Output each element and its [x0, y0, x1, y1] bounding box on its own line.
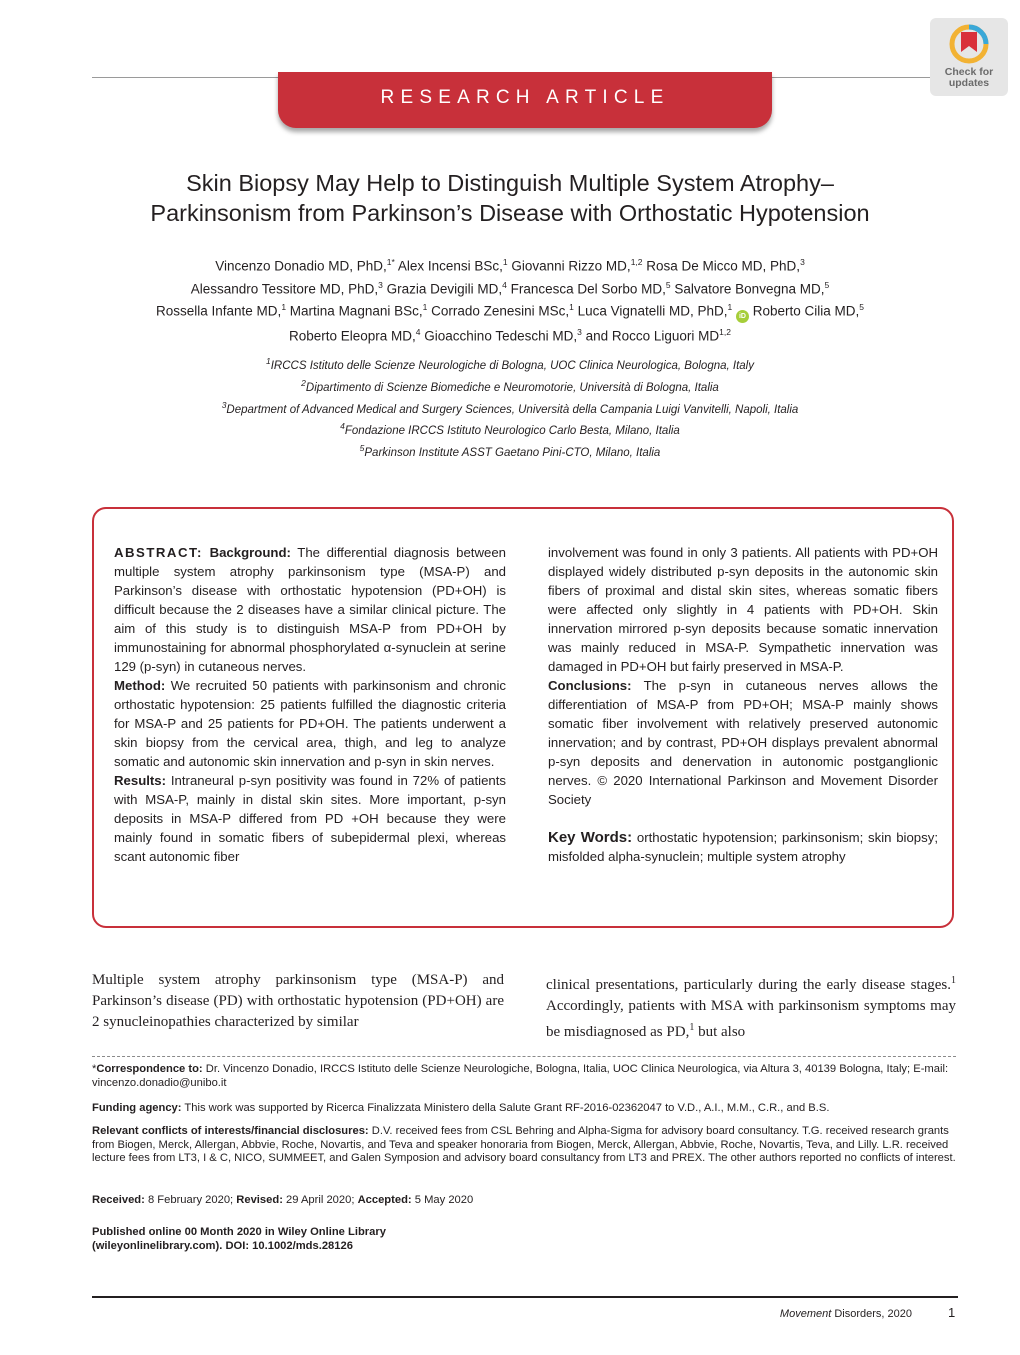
footer-rule	[92, 1296, 958, 1298]
author-name: Alessandro Tessitore MD, PhD,	[190, 281, 379, 296]
author-sup: 1*	[386, 257, 395, 267]
method-label: Method:	[114, 678, 166, 693]
author-name: Francesca Del Sorbo MD,	[506, 281, 666, 296]
published-line-2[interactable]: (wileyonlinelibrary.com). DOI: 10.1002/mds.28126	[92, 1239, 353, 1252]
author-name: Rosa De Micco MD, PhD,	[642, 258, 801, 274]
bookmark-ring-icon	[948, 22, 990, 66]
author-sup: 3	[378, 279, 383, 290]
conflicts-note	[92, 1125, 958, 1166]
author-sup: 1,2	[719, 326, 731, 337]
author-name: Rossella Infante MD,	[156, 303, 282, 319]
affiliation	[60, 397, 960, 419]
conflicts-text: D.V. received fees from CSL Behring and Alpha-Sigma for advisory board consultancy. T.G. received research grants from Biogen, Merck, Allergan, Abbvie, Roche, Novartis, and Teva and speaker honoraria from Biogen, Merck, Allergan, Abbvie, Roche, Novartis, Teva, and Lilly. L.R. received lecture fees from LT3, I & C, NICO, SUMMEET, and Galen Symposion and advisory board consultancy from LT3 and PREX. The other authors reported no conflicts of interest.	[92, 1125, 956, 1164]
abstract-left-column	[114, 543, 506, 866]
author-line-1	[70, 253, 950, 276]
affiliation-text: Parkinson Institute ASST Gaetano Pini-CTO, Milano, Italia	[364, 447, 661, 460]
abstract-label: ABSTRACT:	[114, 545, 203, 560]
conclusions-text: The p-syn in cutaneous nerves allows the differentiation of MSA-P from PD+OH; MSA-P mainly shows somatic fiber involvement with relatively preserved autonomic innervation; and by contrast, PD+OH displays prevalent abnormal p-syn deposits and denervation in autonomic postganglionic nerves. © 2020 International Parkinson and Movement Disorder Society	[548, 678, 938, 807]
affiliation-num: 4	[340, 421, 345, 432]
author-sup: 4	[415, 326, 421, 337]
citation-ref[interactable]: 1	[951, 975, 956, 986]
affiliation-text: Department of Advanced Medical and Surgery Sciences, Università della Campania Luigi Vanvitelli, Napoli, Italia	[226, 403, 799, 416]
author-sup: 1	[502, 257, 508, 267]
published-line-1: Published online 00 Month 2020 in Wiley Online Library	[92, 1226, 386, 1238]
conflicts-label: Relevant conflicts of interests/financial disclosures:	[92, 1125, 369, 1137]
correspondence-note	[92, 1063, 958, 1090]
author-name: Luca Vignatelli MD, PhD,	[573, 303, 728, 319]
author-line-3	[70, 298, 950, 323]
check-for-updates-label: Check for updates	[944, 66, 994, 89]
results-text-right: involvement was found in only 3 patients. All patients with PD+OH displayed widely distributed p-syn deposits in the autonomic skin fibers of proximal and distal skin sites, whereas somatic fibers were affected only slightly in 4 patients with PD+OH. Skin innervation mirrored p-syn deposits because somatic innervation was mainly reduced in MSA-P. Sympathetic innervation was damaged in PD+OH but fairly preserved in MSA-P.	[548, 545, 938, 674]
author-sup: 1	[569, 302, 574, 312]
revised-label: Revised:	[236, 1194, 283, 1206]
journal-name-italic: Movement	[779, 1308, 832, 1320]
author-name: and Rocco Liguori MD	[581, 328, 720, 343]
background-label: Background:	[209, 545, 291, 560]
page-number: 1	[948, 1305, 956, 1320]
body-text: but also	[694, 1024, 746, 1040]
author-name: Roberto Eleopra MD,	[288, 328, 416, 343]
body-right-column	[546, 970, 956, 1043]
affiliation	[60, 440, 960, 462]
accepted-date: 5 May 2020	[411, 1194, 474, 1206]
article-type-label: RESEARCH ARTICLE	[380, 87, 670, 108]
author-name: Giovanni Rizzo MD,	[507, 258, 631, 274]
author-sup: 4	[502, 279, 507, 290]
affiliation-num: 3	[221, 399, 227, 410]
background-text: The differential diagnosis between multiple system atrophy parkinsonism type (MSA-P) and Parkinson’s disease with orthostatic hypotension (PD+OH) is difficult because the 2 diseases have a similar clinical picture. The aim of this study is to distinguish MSA-P from PD+OH by immunostaining for abnormal phosphorylated α-synuclein at serine 129 (p-syn) in cutaneous nerves.	[114, 545, 506, 674]
author-list	[70, 253, 950, 345]
citation-ref[interactable]: 1	[689, 1022, 695, 1033]
accepted-label: Accepted:	[357, 1194, 412, 1206]
affiliation-text: IRCCS Istituto delle Scienze Neurologiche di Bologna, UOC Clinica Neurologica, Bologna, Italy	[270, 359, 754, 372]
keywords-text: orthostatic hypotension; parkinsonism; skin biopsy; misfolded alpha-synuclein; multiple system atrophy	[548, 830, 938, 864]
author-sup: 3	[800, 257, 805, 267]
author-sup: 1	[422, 302, 428, 312]
author-name: Corrado Zenesini MSc,	[427, 303, 570, 319]
affiliation-list	[60, 353, 960, 462]
orcid-icon[interactable]: iD	[736, 310, 749, 323]
author-name: Salvatore Bonvegna MD,	[670, 281, 825, 296]
results-label: Results:	[114, 773, 167, 788]
corr-star: *	[92, 1063, 97, 1075]
affiliation	[60, 375, 960, 397]
author-name: Roberto Cilia MD,	[748, 303, 860, 319]
article-type-banner	[278, 72, 772, 128]
corr-text: Dr. Vincenzo Donadio, IRCCS Istituto delle Scienze Neurologiche, Bologna, Italia, UOC Clinica Neurologica, via Altura 3, 40139 Bologna, Italy; E-mail: vincenzo.donadio@unibo.it	[92, 1063, 949, 1089]
author-line-2	[70, 276, 950, 299]
method-text: We recruited 50 patients with parkinsonism and chronic orthostatic hypotension: 25 patients fulfilled the diagnostic criteria for MSA-P and 25 patients for PD+OH. The patients underwent a skin biopsy from the cervical area, thigh, and leg to analyze somatic and autonomic skin innervation and p-syn in skin nerves.	[114, 678, 506, 769]
results-text-left: Intraneural p-syn positivity was found in 72% of patients with MSA-P, mainly in distal skin sites. More important, p-syn deposits in MSA-P differed from PD +OH because they were mainly found in somatic fibers of subepidermal plexi, whereas scant autonomic fiber	[114, 773, 506, 864]
corr-label: Correspondence to:	[96, 1063, 203, 1075]
dates-note	[92, 1194, 958, 1208]
journal-name-rest: Disorders, 2020	[831, 1308, 912, 1320]
body-text: Accordingly, patients with MSA with parkinsonism symptoms may be misdiagnosed as PD,	[546, 998, 956, 1040]
title-line-1: Skin Biopsy May Help to Distinguish Multiple System Atrophy–	[186, 170, 834, 196]
journal-name	[780, 1308, 912, 1320]
title-line-2: Parkinsonism from Parkinson’s Disease with Orthostatic Hypotension	[150, 200, 870, 226]
received-date: 8 February 2020;	[144, 1194, 237, 1206]
affiliation-num: 1	[266, 356, 271, 366]
funding-text: This work was supported by Ricerca Finalizzata Ministero della Salute Grant RF-2016-02362047 to V.D., A.I., M.M., C.R., and B.S.	[181, 1102, 830, 1114]
author-sup: 5	[859, 302, 864, 312]
author-sup: 1,2	[630, 257, 643, 267]
author-sup: 5	[824, 279, 830, 290]
author-sup: 1	[727, 302, 733, 312]
body-paragraph: Multiple system atrophy parkinsonism type (MSA-P) and Parkinson’s disease (PD) with orthostatic hypotension (PD+OH) are 2 synucleinopathies characterized by similar	[92, 972, 504, 1030]
affiliation	[60, 353, 960, 375]
affiliation-text: Dipartimento di Scienze Biomediche e Neuromotorie, Università di Bologna, Italia	[305, 381, 719, 394]
article-title	[60, 168, 960, 228]
publication-note	[92, 1226, 958, 1253]
affiliation	[60, 418, 960, 440]
author-sup: 1	[281, 302, 287, 312]
received-label: Received:	[92, 1194, 145, 1206]
author-sup: 5	[665, 279, 671, 290]
check-for-updates-button[interactable]	[930, 18, 1008, 96]
revised-date: 29 April 2020;	[282, 1194, 358, 1206]
affiliation-text: Fondazione IRCCS Istituto Neurologico Carlo Besta, Milano, Italia	[344, 425, 680, 438]
body-left-column	[92, 970, 504, 1033]
keywords-block	[548, 828, 938, 866]
affiliation-num: 2	[301, 377, 306, 388]
author-name: Grazia Devigili MD,	[382, 281, 503, 296]
affiliation-num: 5	[359, 443, 365, 454]
funding-note	[92, 1102, 958, 1116]
author-sup: 3	[577, 326, 582, 337]
body-text: clinical presentations, particularly during the early disease stages.	[546, 977, 951, 993]
conclusions-label: Conclusions:	[548, 678, 632, 693]
author-name: Alex Incensi BSc,	[394, 258, 503, 274]
abstract-right-column	[548, 543, 938, 866]
author-name: Martina Magnani BSc,	[286, 303, 423, 319]
author-name: Gioacchino Tedeschi MD,	[420, 328, 578, 343]
author-name: Vincenzo Donadio MD, PhD,	[215, 258, 387, 274]
footnote-divider	[92, 1056, 956, 1057]
keywords-label: Key Words:	[548, 829, 633, 846]
author-line-4	[70, 323, 950, 346]
funding-label: Funding agency:	[92, 1102, 182, 1114]
